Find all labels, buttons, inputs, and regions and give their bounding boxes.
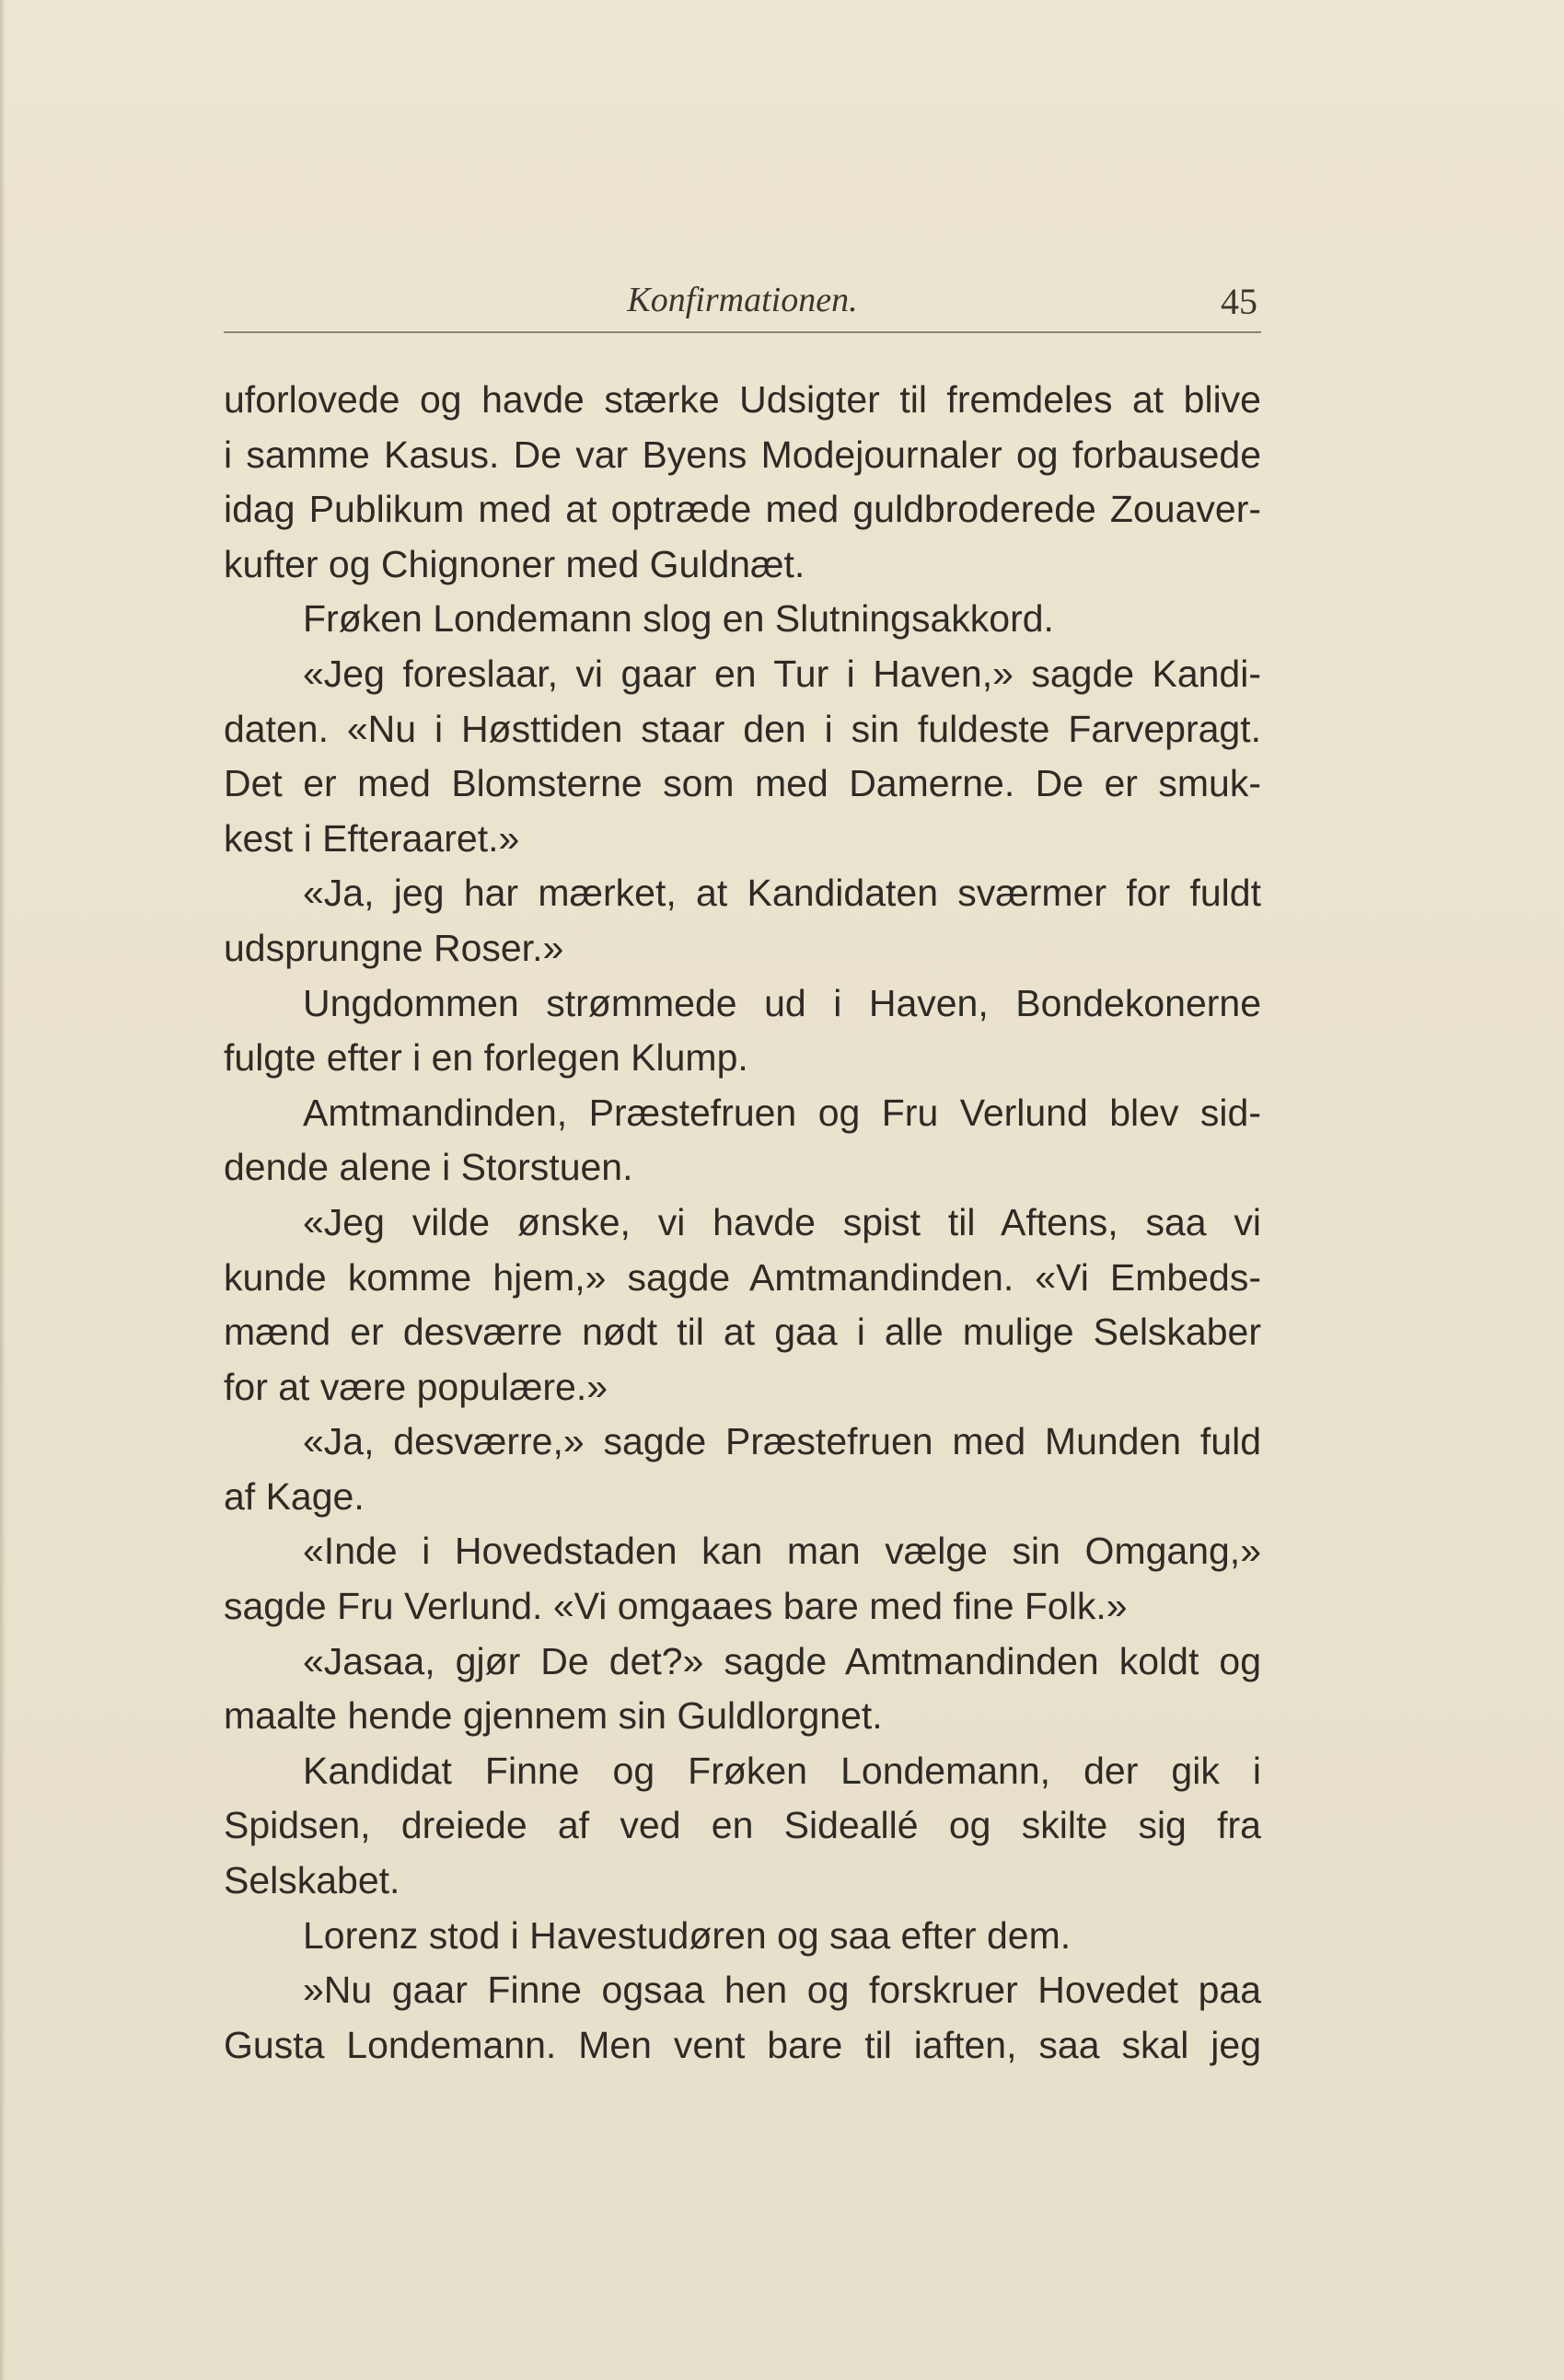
page-edge-shadow [0, 0, 6, 2380]
body-text [224, 373, 1261, 2073]
text-line: daten. «Nu i Høsttiden staar den i sin fuldeste Farvepragt. [224, 707, 1261, 750]
page-number: 45 [1221, 281, 1257, 322]
running-title: Konfirmationen. [627, 281, 858, 319]
text-line: Det er med Blomsterne som med Damerne. De er smuk- [224, 762, 1261, 805]
text-line: «Jasaa, gjør De det?» sagde Amtmandinden koldt og [303, 1639, 1261, 1682]
text-line: Amtmandinden, Præstefruen og Fru Verlund blev sid- [303, 1091, 1261, 1134]
text-line: Ungdommen strømmede ud i Haven, Bondekonerne [303, 981, 1261, 1024]
text-line: Spidsen, dreiede af ved en Sideallé og skilte sig fra [224, 1804, 1261, 1847]
text-line: Selskabet. [224, 1859, 400, 1902]
text-line: maalte hende gjennem sin Guldlorgnet. [224, 1694, 883, 1738]
text-line: «Ja, desværre,» sagde Præstefruen med Munden fuld [303, 1420, 1261, 1463]
text-line: «Jeg foreslaar, vi gaar en Tur i Haven,» sagde Kandi- [303, 652, 1261, 695]
text-line: «Inde i Hovedstaden kan man vælge sin Omgang,» [303, 1530, 1261, 1573]
text-line: Frøken Londemann slog en Slutningsakkord. [303, 597, 1054, 641]
header-rule [224, 331, 1261, 333]
text-line: Lorenz stod i Havestudøren og saa efter dem. [303, 1913, 1072, 1957]
text-line: dende alene i Storstuen. [224, 1146, 633, 1189]
text-line: sagde Fru Verlund. «Vi omgaaes bare med fine Folk.» [224, 1585, 1128, 1628]
text-line: idag Publikum med at optræde med guldbroderede Zouaver- [224, 488, 1261, 531]
text-line: Kandidat Finne og Frøken Londemann, der gik i [303, 1749, 1261, 1792]
text-line: udsprungne Roser.» [224, 926, 564, 969]
text-line: fulgte efter i en forlegen Klump. [224, 1036, 748, 1080]
text-line: kufter og Chignoner med Guldnæt. [224, 542, 805, 585]
text-line: «Jeg vilde ønske, vi havde spist til Aftens, saa vi [303, 1200, 1261, 1243]
text-line: mænd er desværre nødt til at gaa i alle mulige Selskaber [224, 1311, 1261, 1354]
text-line: for at være populære.» [224, 1365, 608, 1408]
text-line: «Ja, jeg har mærket, at Kandidaten sværmer for fuldt [303, 872, 1261, 915]
text-line: Gusta Londemann. Men vent bare til iaften, saa skal jeg [224, 2023, 1261, 2066]
text-line: »Nu gaar Finne ogsaa hen og forskruer Hovedet paa [303, 1969, 1261, 2012]
text-line: uforlovede og havde stærke Udsigter til fremdeles at blive [224, 378, 1261, 421]
text-line: af Kage. [224, 1474, 365, 1518]
page-header [224, 276, 1261, 331]
text-line: kest i Efteraaret.» [224, 816, 520, 860]
text-line: i samme Kasus. De var Byens Modejournaler og forbausede [224, 433, 1261, 476]
text-line: kunde komme hjem,» sagde Amtmandinden. «Vi Embeds- [224, 1255, 1261, 1299]
